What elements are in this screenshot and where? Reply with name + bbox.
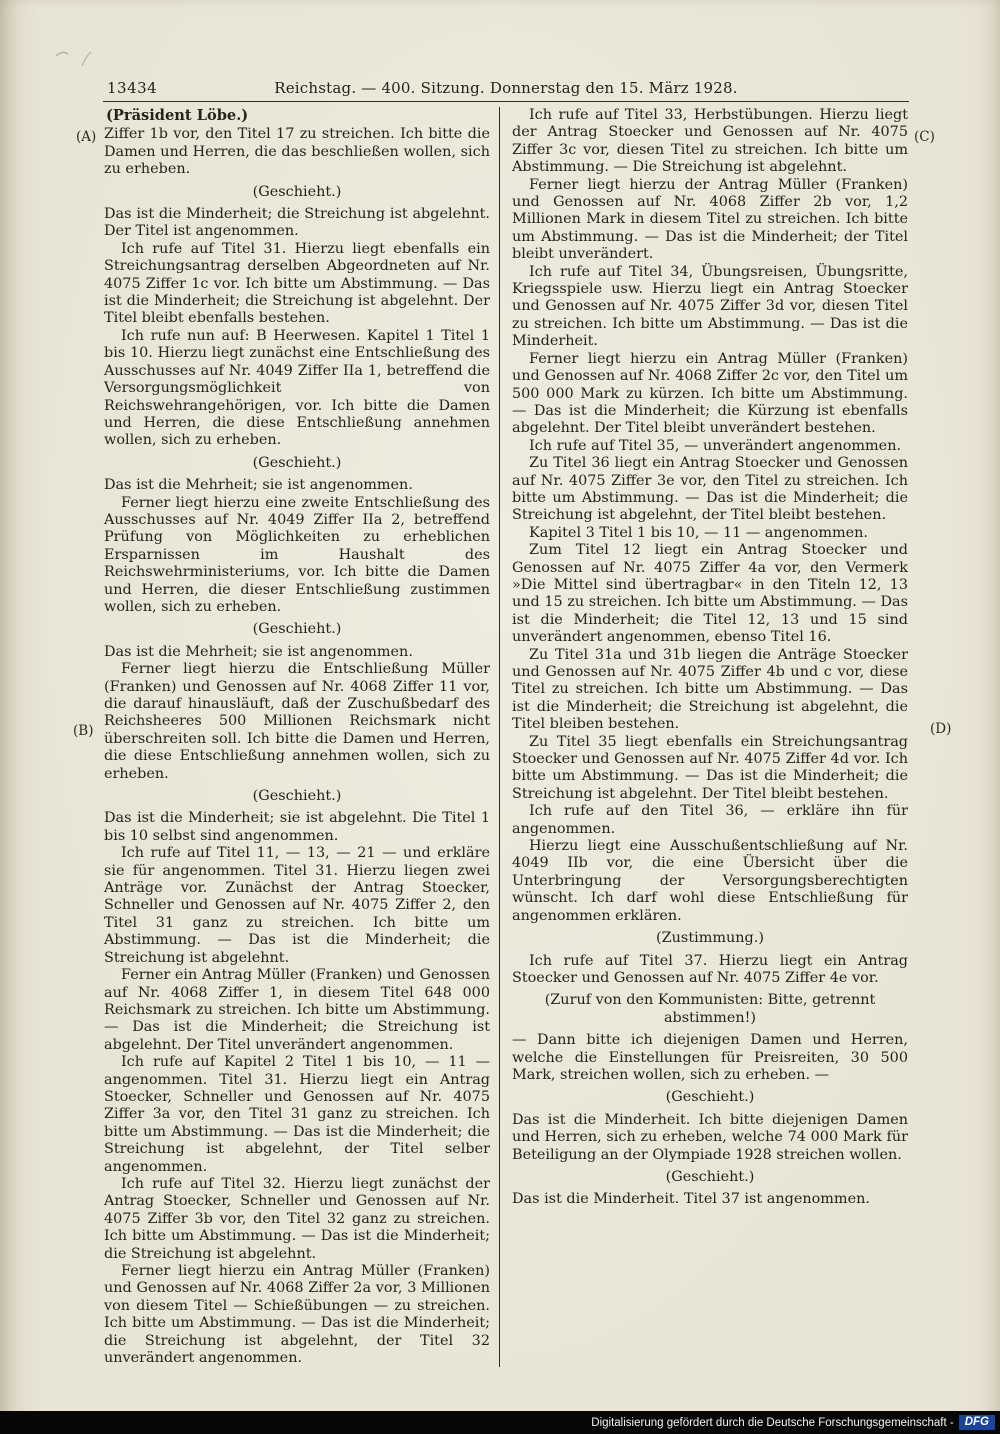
stage-direction: (Geschieht.)	[665, 1168, 755, 1185]
paragraph: Zu Titel 35 liegt ebenfalls ein Streichungsantrag Stoecker und Genossen auf Nr. 4075 Ziffer 4d vor. Ich bitte um Abstimmung. — Das ist die Minderheit; die Streichung ist abgelehnt. Der Titel bleibt bestehen.	[512, 733, 908, 802]
paragraph: Ich rufe nun auf: B Heerwesen. Kapitel 1 Titel 1 bis 10. Hierzu liegt zunächst eine Entschließung des Ausschusses auf Nr. 4049 Ziffer IIa 1, betreffend die Versorgungsmöglichkeit von Reichswehrangehörigen, vor. Ich bitte die Damen und Herren, die diese Entschließung annehmen wollen, sich zu erheben.	[104, 327, 490, 449]
stage-direction: (Zuruf von den Kommunisten: Bitte, getrennt abstimmen!)	[544, 992, 876, 1026]
paragraph: Ich rufe auf Titel 37. Hierzu liegt ein Antrag Stoecker und Genossen auf Nr. 4075 Ziffer 4e vor.	[512, 952, 908, 986]
right-column-text	[512, 107, 908, 1209]
paragraph: Kapitel 3 Titel 1 bis 10, — 11 — angenommen.	[529, 524, 868, 541]
paragraph: Hierzu liegt eine Ausschußentschließung auf Nr. 4049 IIb vor, die eine Übersicht über die Unterbringung der Versorgungsberechtigten wünscht. Ich darf wohl diese Entschließung für angenommen erklären.	[512, 838, 908, 924]
margin-marker-c: (C)	[914, 129, 935, 145]
paragraph: Ich rufe auf Titel 33, Herbstübungen. Hierzu liegt der Antrag Stoecker und Genossen auf Nr. 4075 Ziffer 3c vor, diesen Titel zu streichen. Ich bitte um Abstimmung. — Die Streichung ist abgelehnt.	[512, 107, 908, 176]
paragraph: Zum Titel 12 liegt ein Antrag Stoecker und Genossen auf Nr. 4075 Ziffer 4a vor, den Vermerk »Die Mittel sind übertragbar« in den Titeln 12, 13 und 15 zu streichen. Ich bitte um Abstimmung. — Das ist die Minderheit; die Titel 12, 13 und 15 sind unverändert angenommen, ebenso Titel 16.	[512, 542, 908, 646]
paragraph: Ich rufe auf Kapitel 2 Titel 1 bis 10, — 11 — angenommen. Titel 31. Hierzu liegt ein Antrag Stoecker, Schneller und Genossen auf Nr. 4075 Ziffer 3a vor, den Titel 31 ganz zu streichen. Ich bitte um Abstimmung. — Das ist die Minderheit; die Streichung ist abgelehnt, der Titel selber angenommen.	[104, 1054, 490, 1175]
margin-marker-d: (D)	[930, 721, 952, 737]
digitization-footer	[0, 1411, 1000, 1434]
speaker-heading: (Präsident Löbe.)	[106, 107, 249, 124]
stage-direction: (Geschieht.)	[252, 621, 342, 638]
paragraph: Das ist die Minderheit; sie ist abgelehnt. Die Titel 1 bis 10 selbst sind angenommen.	[104, 810, 490, 844]
paragraph: Ich rufe auf Titel 11, — 13, — 21 — und erkläre sie für angenommen. Titel 31. Hierzu liegen zwei Anträge vor. Zunächst der Antrag Stoecker, Schneller und Genossen auf Nr. 4075 Ziffer 2, den Titel 31 ganz zu streichen. Ich bitte um Abstimmung. — Das ist die Minderheit; die Streichung ist abgelehnt.	[104, 845, 490, 966]
left-column	[104, 107, 499, 1367]
stage-direction: (Zustimmung.)	[656, 930, 764, 947]
page-header	[105, 79, 907, 97]
paragraph: Ich rufe auf Titel 35, — unverändert angenommen.	[529, 437, 902, 454]
page-number: 13434	[107, 79, 158, 97]
paragraph: Ich rufe auf Titel 34, Übungsreisen, Übungsritte, Kriegsspiele usw. Hierzu liegt ein Antrag Stoecker und Genossen auf Nr. 4075 Ziffer 3d vor, diesen Titel zu streichen. Ich bitte um Abstimmung. — Das ist die Minderheit.	[512, 263, 908, 350]
dfg-logo: DFG	[959, 1415, 995, 1431]
stage-direction: (Geschieht.)	[252, 183, 342, 200]
paragraph: Ferner liegt hierzu die Entschließung Müller (Franken) und Genossen auf Nr. 4068 Ziffer 11 vor, die darauf hinausläuft, daß der Zuschußbedarf des Reichsheeres 500 Millionen Reichsmark nicht überschreiten soll. Ich bitte die Damen und Herren, die diese Entschließung annehmen wollen, sich zu erheben.	[104, 661, 490, 782]
paragraph: Ferner liegt hierzu eine zweite Entschließung des Ausschusses auf Nr. 4049 Ziffer IIa 2, betreffend Prüfung von Möglichkeiten zu erheblichen Ersparnissen im Haushalt des Reichswehrministeriums, vor. Ich bitte die Damen und Herren, die dieser Entschließung zustimmen wollen, sich zu erheben.	[104, 494, 490, 615]
paragraph: Das ist die Minderheit; die Streichung ist abgelehnt. Der Titel ist angenommen.	[104, 206, 490, 240]
margin-marker-a: (A)	[76, 129, 97, 145]
text-columns	[104, 107, 908, 1367]
paragraph: Ferner ein Antrag Müller (Franken) und Genossen auf Nr. 4068 Ziffer 1, in diesem Titel 648 000 Reichsmark zu streichen. Ich bitte um Abstimmung. — Das ist die Minderheit; die Streichung ist abgelehnt. Der Titel unverändert angenommen.	[104, 967, 490, 1053]
paragraph: Das ist die Minderheit. Titel 37 ist angenommen.	[512, 1191, 870, 1208]
pencil-mark	[52, 44, 106, 72]
paragraph: Ferner liegt hierzu ein Antrag Müller (Franken) und Genossen auf Nr. 4068 Ziffer 2c vor, den Titel um 500 000 Mark zu kürzen. Ich bitte um Abstimmung. — Das ist die Minderheit; die Kürzung ist ebenfalls abgelehnt. Der Titel bleibt unverändert bestehen.	[512, 350, 908, 437]
paragraph: Ferner liegt hierzu ein Antrag Müller (Franken) und Genossen auf Nr. 4068 Ziffer 2a vor, 3 Millionen von diesem Titel — Schießübungen — zu streichen. Ich bitte um Abstimmung. — Das ist die Minderheit; die Streichung ist abgelehnt, der Titel 32 unverändert angenommen.	[104, 1263, 490, 1367]
stage-direction: (Geschieht.)	[252, 788, 342, 805]
paragraph: Das ist die Minderheit. Ich bitte diejenigen Damen und Herren, sich zu erheben, welche 74 000 Mark für Beteiligung an der Olympiade 1928 streichen wollen.	[512, 1111, 908, 1163]
paragraph: Das ist die Mehrheit; sie ist angenommen.	[104, 477, 413, 494]
header-rule	[103, 101, 909, 102]
paragraph: Ferner liegt hierzu der Antrag Müller (Franken) und Genossen auf Nr. 4068 Ziffer 2b vor, 1,2 Millionen Mark in diesem Titel zu streichen. Ich bitte um Abstimmung. — Das ist die Minderheit; der Titel bleibt unverändert.	[512, 176, 908, 263]
paragraph: Ziffer 1b vor, den Titel 17 zu streichen. Ich bitte die Damen und Herren, die das beschließen wollen, sich zu erheben.	[104, 126, 490, 178]
margin-marker-b: (B)	[73, 723, 94, 739]
paragraph: Ich rufe auf Titel 32. Hierzu liegt zunächst der Antrag Stoecker, Schneller und Genossen auf Nr. 4075 Ziffer 3b vor, den Titel 32 ganz zu streichen. Ich bitte um Abstimmung. — Das ist die Minderheit; die Streichung ist abgelehnt.	[104, 1175, 490, 1262]
paragraph: Ich rufe auf den Titel 36, — erkläre ihn für angenommen.	[512, 803, 908, 837]
paragraph: Zu Titel 31a und 31b liegen die Anträge Stoecker und Genossen auf Nr. 4075 Ziffer 4b und c vor, diese Titel zu streichen. Ich bitte um Abstimmung. — Das ist die Minderheit; die Streichung ist abgelehnt, die Titel bleiben bestehen.	[512, 646, 908, 733]
paragraph: Ich rufe auf Titel 31. Hierzu liegt ebenfalls ein Streichungsantrag derselben Abgeordneten auf Nr. 4075 Ziffer 1c vor. Ich bitte um Abstimmung. — Das ist die Minderheit; die Streichung ist abgelehnt. Der Titel bleibt ebenfalls bestehen.	[104, 240, 490, 327]
left-column-text	[104, 126, 490, 1367]
paragraph: Das ist die Mehrheit; sie ist angenommen.	[104, 643, 413, 660]
footer-credit-text: Digitalisierung gefördert durch die Deutsche Forschungsgemeinschaft -	[591, 1416, 954, 1429]
right-column	[500, 107, 908, 1367]
stage-direction: (Geschieht.)	[665, 1089, 755, 1106]
stage-direction: (Geschieht.)	[252, 454, 342, 471]
paragraph: Zu Titel 36 liegt ein Antrag Stoecker und Genossen auf Nr. 4075 Ziffer 3e vor, den Titel zu streichen. Ich bitte um Abstimmung. — Das ist die Minderheit; die Streichung ist abgelehnt, der Titel bleibt bestehen.	[512, 455, 908, 524]
header-title: Reichstag. — 400. Sitzung. Donnerstag den 15. März 1928.	[274, 79, 738, 97]
paragraph: — Dann bitte ich diejenigen Damen und Herren, welche die Einstellungen für Preisreiten, 30 500 Mark, streichen wollen, sich zu erheben. —	[512, 1032, 908, 1083]
